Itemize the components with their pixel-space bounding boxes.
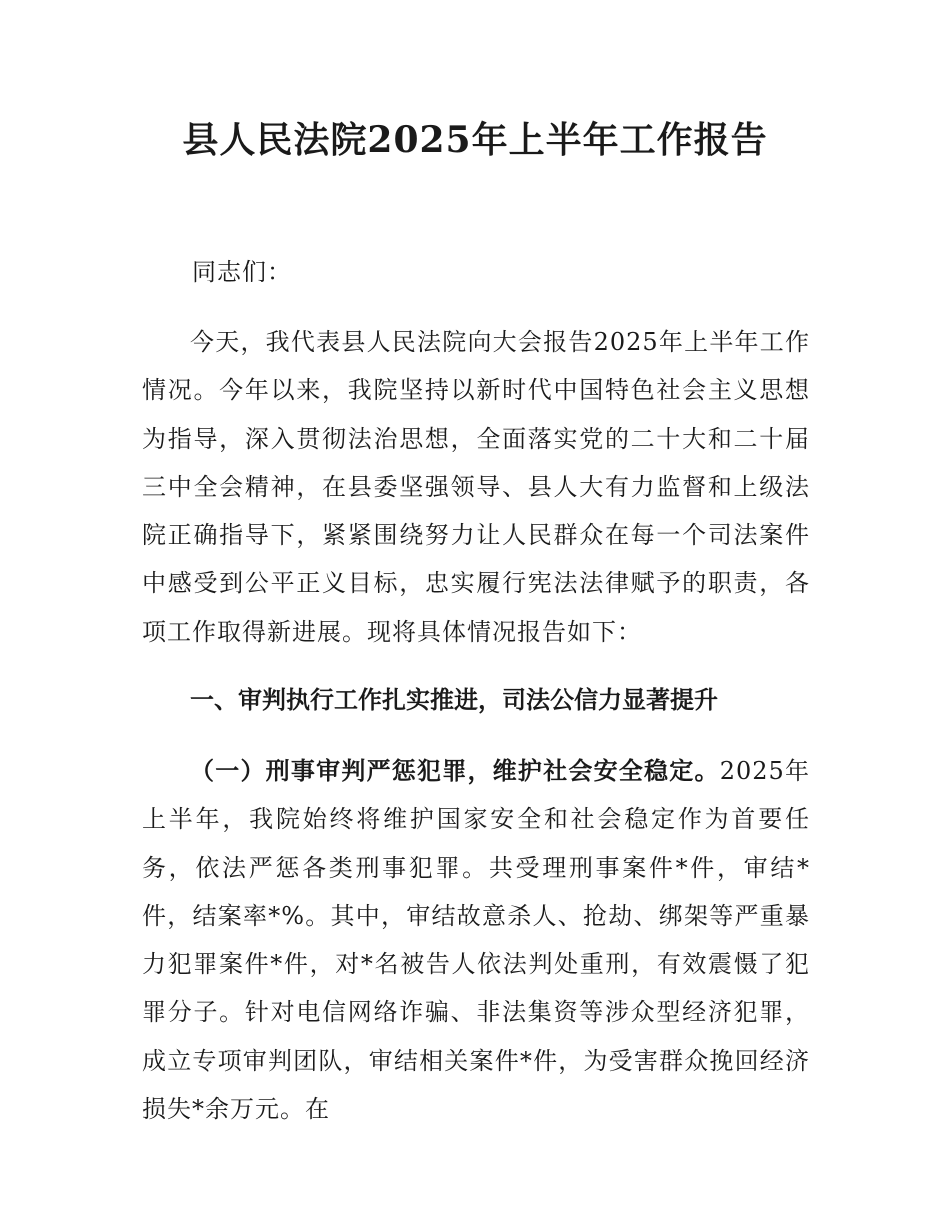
intro-paragraph: 今天，我代表县人民法院向大会报告2025年上半年工作情况。今年以来，我院坚持以新时代中国特色社会主义思想为指导，深入贯彻法治思想，全面落实党的二十大和二十届三中全会精神，在县委坚强领导、县人大有力监督和上级法院正确指导下，紧紧围绕努力让人民群众在每一个司法案件中感受到公平正义目标，忠实履行宪法法律赋予的职责，各项工作取得新进展。现将具体情况报告如下： bbox=[142, 328, 810, 646]
document-title: 县人民法院2025年上半年工作报告 bbox=[182, 119, 768, 161]
section-heading: 一、审判执行工作扎实推进，司法公信力显著提升 bbox=[190, 686, 718, 714]
salutation: 同志们： bbox=[192, 258, 292, 286]
subsection-body: 2025年上半年，我院始终将维护国家安全和社会稳定作为首要任务，依法严惩各类刑事犯罪。共受理刑事案件*件，审结*件，结案率*%。其中，审结故意杀人、抢劫、绑架等严重暴力犯罪案件*件，对*名被告人依法判处重刑，有效震慑了犯罪分子。针对电信网络诈骗、非法集资等涉众型经济犯罪，成立专项审判团队，审结相关案件*件，为受害群众挽回经济损失*余万元。在 bbox=[142, 757, 811, 1124]
subsection-paragraph bbox=[142, 747, 810, 1133]
subsection-lead: （一）刑事审判严惩犯罪，维护社会安全稳定。 bbox=[190, 757, 720, 785]
